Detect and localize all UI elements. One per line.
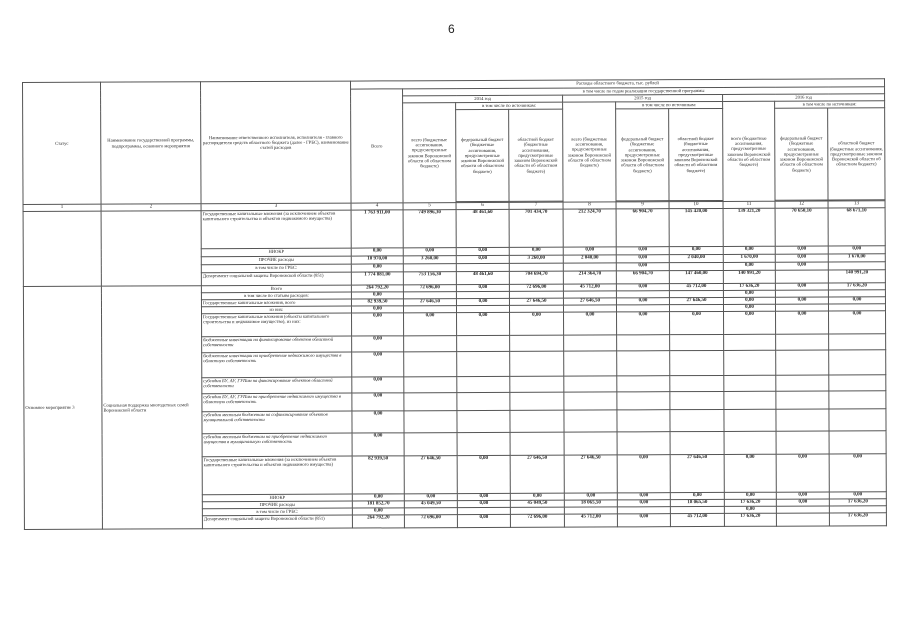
- value-cell: [670, 391, 724, 409]
- value-cell: 0,00: [510, 493, 564, 500]
- value-cell: 0,00: [457, 514, 510, 527]
- value-cell: [564, 392, 617, 410]
- value-cell: 0,00: [775, 254, 828, 262]
- header-sub-regional: областной бюджет (бюджетные ассигнования, предусмотренные законом Воронежской области об областном бюджете): [509, 109, 563, 201]
- value-cell: 18 065,50: [670, 499, 724, 506]
- value-cell: 1 670,00: [828, 254, 885, 262]
- value-cell: 17 636,20: [829, 513, 886, 526]
- value-cell: 0,00: [669, 246, 723, 254]
- value-cell: 0,00: [404, 313, 457, 336]
- value-cell: [509, 263, 563, 271]
- value-cell: 0,00: [776, 499, 829, 506]
- column-number: 8: [563, 202, 616, 209]
- value-cell: [457, 432, 510, 455]
- value-cell: [457, 376, 510, 392]
- value-cell: 0,00: [617, 455, 670, 493]
- value-cell: 1 774 881,00: [351, 272, 403, 285]
- value-cell: 0,00: [775, 297, 828, 304]
- value-cell: 3 260,00: [403, 256, 456, 264]
- value-cell: 0,00: [457, 455, 510, 493]
- header-sub-federal: федеральный бюджет (бюджетные ассигнования, предусмотренные законом Воронежской области об областном бюджете): [616, 109, 669, 201]
- header-sub-total: всего (бюджетные ассигнования, предусмотренные законом Воронежской области об областном бюджете): [563, 102, 616, 202]
- value-cell: 17 636,20: [724, 499, 776, 506]
- value-cell: [617, 335, 670, 351]
- value-cell: 145 420,00: [669, 208, 723, 246]
- value-cell: 0,00: [616, 263, 669, 271]
- header-by-sources: в том числе по источникам:: [456, 102, 563, 109]
- value-cell: [564, 410, 617, 432]
- value-cell: [724, 409, 776, 431]
- value-cell: 27 646,50: [669, 297, 723, 304]
- value-cell: 0,00: [352, 336, 404, 352]
- row-label: бюджетные инвестиции на финансирование объектов областной собственности: [202, 336, 352, 353]
- value-cell: [404, 411, 457, 433]
- value-cell: 0,00: [724, 506, 776, 513]
- header-total: Всего: [351, 89, 403, 203]
- header-sub-total: всего (бюджетные ассигнования, предусмотренные законом Воронежской области об областном бюджете): [723, 101, 775, 201]
- header-expenses-title: Расходы областного бюджета, тыс. рублей: [350, 79, 884, 89]
- value-cell: [724, 334, 776, 350]
- value-cell: 68 671,10: [828, 208, 885, 246]
- header-years-caption: в том числе по годам реализации государственной программы: [403, 87, 885, 96]
- value-cell: 82 939,50: [351, 299, 403, 306]
- value-cell: 181 852,70: [352, 501, 404, 508]
- value-cell: 0,00: [616, 255, 669, 263]
- column-number: 6: [456, 202, 509, 209]
- value-cell: [564, 376, 617, 392]
- value-cell: 0,00: [352, 433, 404, 456]
- value-cell: 72 696,00: [510, 514, 564, 527]
- value-cell: [829, 431, 886, 454]
- value-cell: [670, 409, 724, 431]
- header-by-sources: в том числе по источникам:: [775, 101, 885, 108]
- value-cell: 0,00: [775, 246, 828, 254]
- value-cell: [669, 262, 723, 270]
- header-year-2014: 2014 год: [403, 95, 563, 103]
- value-cell: 0,00: [456, 255, 509, 263]
- value-cell: 72 696,00: [403, 285, 456, 292]
- row-label: Государственные капитальные вложения (объекты капитального строительства и недвижимое имущество), из них:: [202, 313, 352, 337]
- value-cell: 2 040,00: [563, 255, 616, 263]
- value-cell: [829, 391, 886, 409]
- value-cell: [776, 350, 829, 375]
- value-cell: 72 696,00: [404, 515, 457, 528]
- value-cell: [456, 263, 509, 271]
- value-cell: 0,00: [828, 246, 885, 254]
- value-cell: [776, 409, 829, 431]
- value-cell: 0,00: [352, 508, 404, 515]
- value-cell: 0,00: [723, 304, 775, 311]
- column-number: 2: [101, 204, 201, 211]
- value-cell: 72 696,00: [509, 284, 563, 291]
- value-cell: [510, 410, 564, 432]
- value-cell: 0,00: [351, 248, 403, 256]
- value-cell: [457, 392, 510, 410]
- header-sub-total: всего (бюджетные ассигнования, предусмотренные законом Воронежской области об областном бюджете): [403, 103, 456, 203]
- row-label: НИОКР: [201, 248, 351, 257]
- value-cell: 0,00: [564, 312, 617, 335]
- page-number: 6: [448, 22, 455, 36]
- value-cell: [776, 334, 829, 350]
- value-cell: 1 670,00: [723, 254, 775, 262]
- status-cell-empty: [23, 211, 101, 286]
- value-cell: 214 364,70: [563, 271, 616, 284]
- value-cell: [457, 335, 510, 351]
- value-cell: [404, 377, 457, 393]
- value-cell: 264 792,20: [351, 285, 403, 292]
- row-label: из них:: [201, 306, 351, 314]
- value-cell: 704 694,70: [509, 271, 563, 284]
- value-cell: 0,00: [456, 284, 509, 291]
- value-cell: 70 650,10: [775, 208, 828, 246]
- row-label: Всего: [201, 285, 351, 293]
- value-cell: [724, 350, 776, 375]
- value-cell: 264 792,20: [352, 515, 404, 528]
- value-cell: 27 646,50: [563, 298, 616, 305]
- value-cell: 45 712,00: [669, 283, 723, 290]
- value-cell: 0,00: [775, 283, 828, 290]
- column-number: 4: [351, 203, 403, 210]
- value-cell: 0,00: [776, 492, 829, 499]
- value-cell: [829, 350, 886, 375]
- value-cell: 147 460,00: [669, 270, 723, 283]
- value-cell: [776, 431, 829, 454]
- value-cell: 0,00: [775, 262, 828, 270]
- value-cell: 0,00: [724, 454, 776, 492]
- value-cell: 0,00: [352, 393, 404, 411]
- value-cell: 0,00: [404, 494, 457, 501]
- header-sub-regional: областной бюджет (бюджетные ассигнования, предусмотренные законом Воронежской области об областном бюджете): [669, 108, 723, 200]
- header-year-2015: 2015 год: [563, 94, 723, 102]
- row-label: Государственные капитальные вложения, всего: [201, 299, 351, 307]
- value-cell: 0,00: [723, 297, 775, 304]
- value-cell: 17 636,20: [828, 283, 885, 290]
- row-label: Департамент социальной защиты Воронежской области (851): [202, 515, 352, 529]
- header-sub-regional: областной бюджет (бюджетные ассигнования, предусмотренные законом Воронежской области об областном бюджете): [828, 108, 885, 200]
- budget-table: [22, 78, 887, 530]
- program-name-cell-empty: [101, 211, 201, 286]
- budget-table-sheet: [22, 78, 886, 562]
- value-cell: 1 763 911,00: [351, 210, 403, 248]
- value-cell: 17 636,20: [724, 513, 776, 526]
- value-cell: 45 049,50: [510, 500, 564, 507]
- column-number: 13: [828, 201, 885, 208]
- value-cell: 45 712,00: [563, 284, 616, 291]
- value-cell: 0,00: [616, 247, 669, 255]
- value-cell: 0,00: [351, 292, 403, 299]
- value-cell: [670, 334, 724, 350]
- value-cell: 0,00: [352, 377, 404, 393]
- value-cell: [404, 352, 457, 377]
- value-cell: [670, 431, 724, 454]
- value-cell: 753 156,30: [403, 272, 456, 285]
- value-cell: 139 321,20: [723, 208, 775, 246]
- value-cell: 701 434,70: [509, 209, 563, 247]
- value-cell: [564, 432, 617, 455]
- value-cell: [670, 350, 724, 375]
- header-year-2016: 2016 год: [723, 94, 885, 102]
- row-label: в том числе по ГРБС:: [201, 264, 351, 273]
- value-cell: [510, 392, 564, 410]
- value-cell: 27 646,50: [509, 298, 563, 305]
- column-number: 10: [669, 201, 723, 208]
- value-cell: [776, 513, 829, 526]
- header-by-sources: в том числе по источникам:: [616, 101, 723, 108]
- value-cell: 0,00: [457, 500, 510, 507]
- value-cell: 2 040,00: [669, 254, 723, 262]
- row-label: субсидии местным бюджетам на приобретение недвижимого имущества в муниципальную собственность: [202, 433, 352, 457]
- value-cell: 82 939,50: [352, 456, 404, 494]
- value-cell: 17 636,20: [829, 499, 886, 506]
- header-program-name: Наименование государственной программы, подпрограммы, основного мероприятия: [101, 82, 202, 204]
- value-cell: 27 646,50: [404, 456, 457, 494]
- value-cell: 48 461,60: [456, 209, 509, 247]
- header-sub-federal: федеральный бюджет (бюджетные ассигнования, предусмотренные законом Воронежской области об областном бюджете): [456, 109, 509, 201]
- value-cell: [828, 262, 885, 270]
- column-number: 12: [775, 201, 828, 208]
- row-label: ПРОЧИЕ расходы: [202, 501, 352, 509]
- row-label: субсидии БУ, АУ, ГУПам на финансирование объектов областной собственности: [202, 377, 352, 394]
- value-cell: 0,00: [723, 290, 775, 297]
- value-cell: 0,00: [403, 248, 456, 256]
- value-cell: 0,00: [352, 352, 404, 377]
- value-cell: [457, 351, 510, 376]
- value-cell: 0,00: [351, 264, 403, 272]
- value-cell: [617, 410, 670, 432]
- value-cell: [617, 392, 670, 410]
- status-cell: Основное мероприятие 3: [23, 286, 102, 529]
- value-cell: 0,00: [670, 492, 724, 499]
- value-cell: 27 646,50: [670, 454, 724, 492]
- value-cell: 66 904,70: [616, 209, 669, 247]
- value-cell: 48 461,60: [456, 271, 509, 284]
- column-number: 1: [23, 204, 101, 211]
- value-cell: 0,00: [510, 312, 564, 335]
- value-cell: 45 049,50: [404, 501, 457, 508]
- value-cell: 27 646,50: [510, 455, 564, 493]
- value-cell: 0,00: [563, 247, 616, 255]
- value-cell: [510, 432, 564, 455]
- value-cell: [403, 264, 456, 272]
- value-cell: 749 896,30: [403, 210, 456, 248]
- value-cell: 0,00: [617, 312, 670, 335]
- value-cell: [776, 391, 829, 409]
- header-executor: Наименование ответственного исполнителя, исполнителя - главного распорядителя средств областного бюджета (далее - ГРБС), наименование статей расходов: [201, 81, 352, 204]
- column-number: 9: [616, 202, 669, 209]
- column-number: 3: [201, 203, 351, 211]
- value-cell: 0,00: [456, 298, 509, 305]
- value-cell: 0,00: [457, 493, 510, 500]
- column-number: 7: [509, 202, 563, 209]
- value-cell: 0,00: [828, 297, 885, 304]
- value-cell: 0,00: [724, 311, 776, 334]
- value-cell: 0,00: [617, 493, 670, 500]
- value-cell: [404, 336, 457, 352]
- row-label: НИОКР: [202, 494, 352, 502]
- value-cell: 18 065,50: [564, 500, 617, 507]
- row-label: в том числе по ГРБС:: [202, 508, 352, 516]
- value-cell: [404, 393, 457, 411]
- value-cell: 0,00: [670, 311, 724, 334]
- value-cell: [775, 270, 828, 283]
- value-cell: 0,00: [776, 311, 829, 334]
- header-sub-federal: федеральный бюджет (бюджетные ассигнования, предусмотренные законом Воронежской области об областном бюджете): [775, 108, 828, 200]
- value-cell: 0,00: [352, 313, 404, 336]
- value-cell: 212 324,70: [563, 209, 616, 247]
- value-cell: 0,00: [616, 298, 669, 305]
- value-cell: 0,00: [457, 312, 510, 335]
- value-cell: 45 712,00: [670, 513, 724, 526]
- row-label: Государственные капитальные вложения (за исключением объектов капитального строительства и объектов недвижимого имущества): [201, 210, 351, 249]
- value-cell: 0,00: [724, 492, 776, 499]
- value-cell: 140 991,20: [828, 270, 885, 283]
- value-cell: 0,00: [352, 494, 404, 501]
- header-status: Статус: [23, 82, 102, 204]
- value-cell: 0,00: [723, 246, 775, 254]
- value-cell: 3 260,00: [509, 255, 563, 263]
- value-cell: [564, 335, 617, 351]
- value-cell: [510, 351, 564, 376]
- value-cell: [776, 375, 829, 391]
- row-label: субсидии БУ, АУ, ГУПам на приобретение недвижимого имущества в областную собственность: [202, 393, 352, 412]
- value-cell: [829, 334, 886, 350]
- value-cell: 27 646,50: [403, 299, 456, 306]
- value-cell: 17 636,20: [723, 283, 775, 290]
- value-cell: [829, 375, 886, 391]
- value-cell: 0,00: [829, 454, 886, 492]
- value-cell: 0,00: [829, 492, 886, 499]
- row-label: Департамент социальной защиты Воронежской области (851): [201, 272, 351, 286]
- value-cell: [617, 432, 670, 455]
- value-cell: 0,00: [456, 247, 509, 255]
- value-cell: 66 904,70: [616, 271, 669, 284]
- value-cell: [724, 431, 776, 454]
- value-cell: [457, 410, 510, 432]
- column-number: 11: [723, 201, 775, 208]
- value-cell: 0,00: [829, 311, 886, 334]
- value-cell: [510, 376, 564, 392]
- value-cell: [617, 376, 670, 392]
- table-row: [23, 208, 885, 250]
- value-cell: 0,00: [564, 493, 617, 500]
- value-cell: [617, 351, 670, 376]
- value-cell: [724, 375, 776, 391]
- row-label: ПРОЧИЕ расходы: [201, 256, 351, 265]
- value-cell: 0,00: [616, 284, 669, 291]
- value-cell: [670, 375, 724, 391]
- value-cell: 10 970,00: [351, 256, 403, 264]
- value-cell: 45 712,00: [564, 514, 617, 527]
- value-cell: [404, 433, 457, 456]
- row-label: в том числе по статьям расходов:: [201, 292, 351, 300]
- row-label: субсидии местным бюджетам на софинансирование объектов муниципальной собственности: [202, 411, 352, 434]
- value-cell: 140 991,20: [723, 270, 775, 283]
- column-number: 5: [403, 203, 456, 210]
- row-label: бюджетные инвестиции на приобретение недвижимого имущества в областную собственность: [202, 352, 352, 378]
- value-cell: [564, 351, 617, 376]
- value-cell: 0,00: [617, 500, 670, 507]
- value-cell: [724, 391, 776, 409]
- value-cell: 0,00: [723, 262, 775, 270]
- value-cell: 0,00: [509, 247, 563, 255]
- program-name-cell: Социальная поддержка многодетных семей Воронежской области: [101, 286, 202, 529]
- value-cell: 27 646,50: [564, 455, 617, 493]
- value-cell: 0,00: [351, 306, 403, 313]
- value-cell: [829, 409, 886, 431]
- value-cell: 0,00: [617, 514, 670, 527]
- row-label: Государственные капитальные вложения (за исключением объектов капитального строительства и объектов недвижимого имущества): [202, 456, 352, 495]
- value-cell: 0,00: [776, 454, 829, 492]
- value-cell: 0,00: [352, 411, 404, 433]
- value-cell: [563, 263, 616, 271]
- value-cell: [510, 335, 564, 351]
